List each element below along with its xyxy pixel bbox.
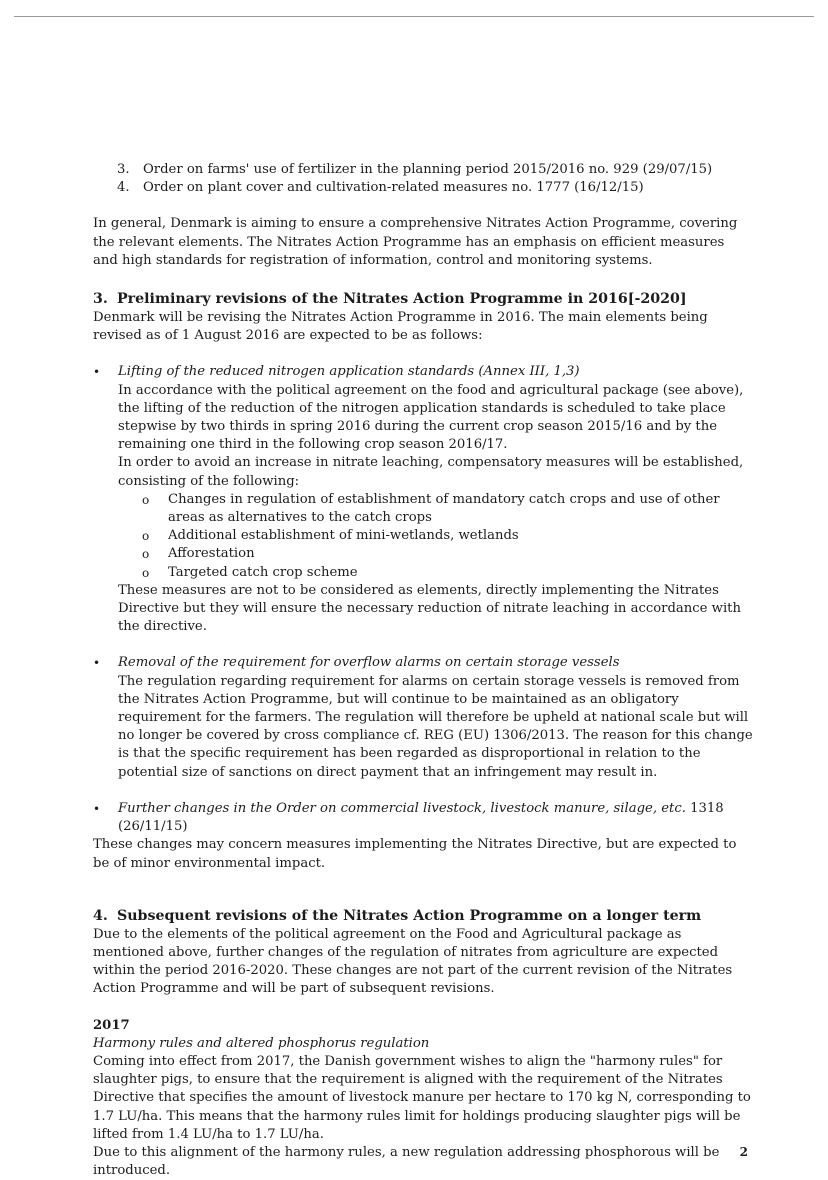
sub-list-item: o Afforestation xyxy=(142,546,255,562)
section-title: Preliminary revisions of the Nitrates Action Programme in 2016[-2020] xyxy=(117,291,687,308)
list-text: Order on plant cover and cultivation-related measures no. 1777 (16/12/15) xyxy=(143,180,644,196)
bullet-marker: • xyxy=(93,365,101,380)
section-4-heading xyxy=(93,907,753,926)
sub-list xyxy=(142,491,753,582)
bullet-item xyxy=(93,800,753,836)
section-title: Subsequent revisions of the Nitrates Action Programme on a longer term xyxy=(117,907,702,924)
year-heading: 2017 xyxy=(93,1017,130,1033)
bullet-paragraph: The regulation regarding requirement for alarms on certain storage vessels is removed from the Nitrates Action Programme, but will continue to be maintained as an obligatory requirement for the farmers. The regulation will therefore be upheld at national scale but will no longer be covered by cross compliance cf. REG (EU) 1306/2013. The reason for this change is that the specific requirement has been regarded as disproportional in relation to the potential size of sanctions on direct payment that an infringement may result in. xyxy=(118,673,753,780)
bullet-item xyxy=(93,654,753,781)
subheading: Harmony rules and altered phosphorus regulation xyxy=(93,1035,430,1051)
bullet-heading-tail: 1318 (26/11/15) xyxy=(118,800,724,835)
list-item xyxy=(93,179,753,197)
section-4-paragraph: Coming into effect from 2017, the Danish government wishes to align the "harmony rules" for slaughter pigs, to ensure that the requirement is aligned with the requirement of the Nitrates Directive that specifies the amount of livestock manure per hectare to 170 kg N, corresponding to 1.7 LU/ha. This means that the harmony rules limit for holdings producing slaughter pigs will be lifted from 1.4 LU/ha to 1.7 LU/ha. xyxy=(93,1053,751,1142)
section-4-intro: Due to the elements of the political agreement on the Food and Agricultural package as mentioned above, further changes of the regulation of nitrates from agriculture are expected within the period 2016-2020. These changes are not part of the current revision of the Nitrates Action Programme and will be part of subsequent revisions. xyxy=(93,926,733,997)
list-text: Order on farms' use of fertilizer in the planning period 2015/2016 no. 929 (29/07/15) xyxy=(143,162,713,177)
list-number: 3. xyxy=(117,162,130,177)
bullet-heading: Lifting of the reduced nitrogen application standards (Annex III, 1,3) xyxy=(118,364,580,380)
bullet-paragraph: In accordance with the political agreement on the food and agricultural package (see above), the lifting of the reduction of the nitrogen application standards is scheduled to take place stepwise by two thirds in spring 2016 during the current crop season 2015/16 and by the remaining one third in the following crop season 2016/17. xyxy=(118,382,744,453)
section-number: 4. xyxy=(93,907,108,924)
list-number: 4. xyxy=(117,180,130,196)
numbered-list xyxy=(93,161,753,197)
page-number: 2 xyxy=(739,1145,748,1159)
bullet-paragraph: These measures are not to be considered as elements, directly implementing the Nitrates Directive but they will ensure the necessary reduction of nitrate leaching in accordance with the directive. xyxy=(118,582,741,635)
sub-list-item: o Targeted catch crop scheme xyxy=(142,564,358,580)
section-3-intro: Denmark will be revising the Nitrates Action Programme in 2016. The main elements being revised as of 1 August 2016 are expected to be as follows: xyxy=(93,310,708,344)
list-item xyxy=(93,161,753,179)
bullet-item xyxy=(93,363,753,636)
document-body xyxy=(93,161,753,1180)
bullet-paragraph: These changes may concern measures implementing the Nitrates Directive, but are expected to be of minor environmental impact. xyxy=(93,837,737,871)
section-3-heading xyxy=(93,290,753,309)
header-rule xyxy=(14,16,814,17)
bullet-marker: • xyxy=(93,801,101,816)
bullet-marker: • xyxy=(93,656,101,671)
sub-list-item: o Changes in regulation of establishment of mandatory catch crops and use of other areas as alternatives to the catch crops xyxy=(142,491,720,526)
intro-paragraph: In general, Denmark is aiming to ensure a comprehensive Nitrates Action Programme, covering the relevant elements. The Nitrates Action Programme has an emphasis on efficient measures and high standards for registration of information, control and monitoring systems. xyxy=(93,216,738,268)
bullet-paragraph: In order to avoid an increase in nitrate leaching, compensatory measures will be established, consisting of the following: xyxy=(118,455,744,489)
sub-list-item: o Additional establishment of mini-wetlands, wetlands xyxy=(142,528,519,544)
bullet-heading: Removal of the requirement for overflow alarms on certain storage vessels xyxy=(118,655,620,671)
bullet-heading: Further changes in the Order on commercial livestock, livestock manure, silage, etc. xyxy=(118,800,686,816)
section-4-paragraph: Due to this alignment of the harmony rules, a new regulation addressing phosphorous will be introduced. xyxy=(93,1144,720,1179)
section-number: 3. xyxy=(93,291,108,308)
